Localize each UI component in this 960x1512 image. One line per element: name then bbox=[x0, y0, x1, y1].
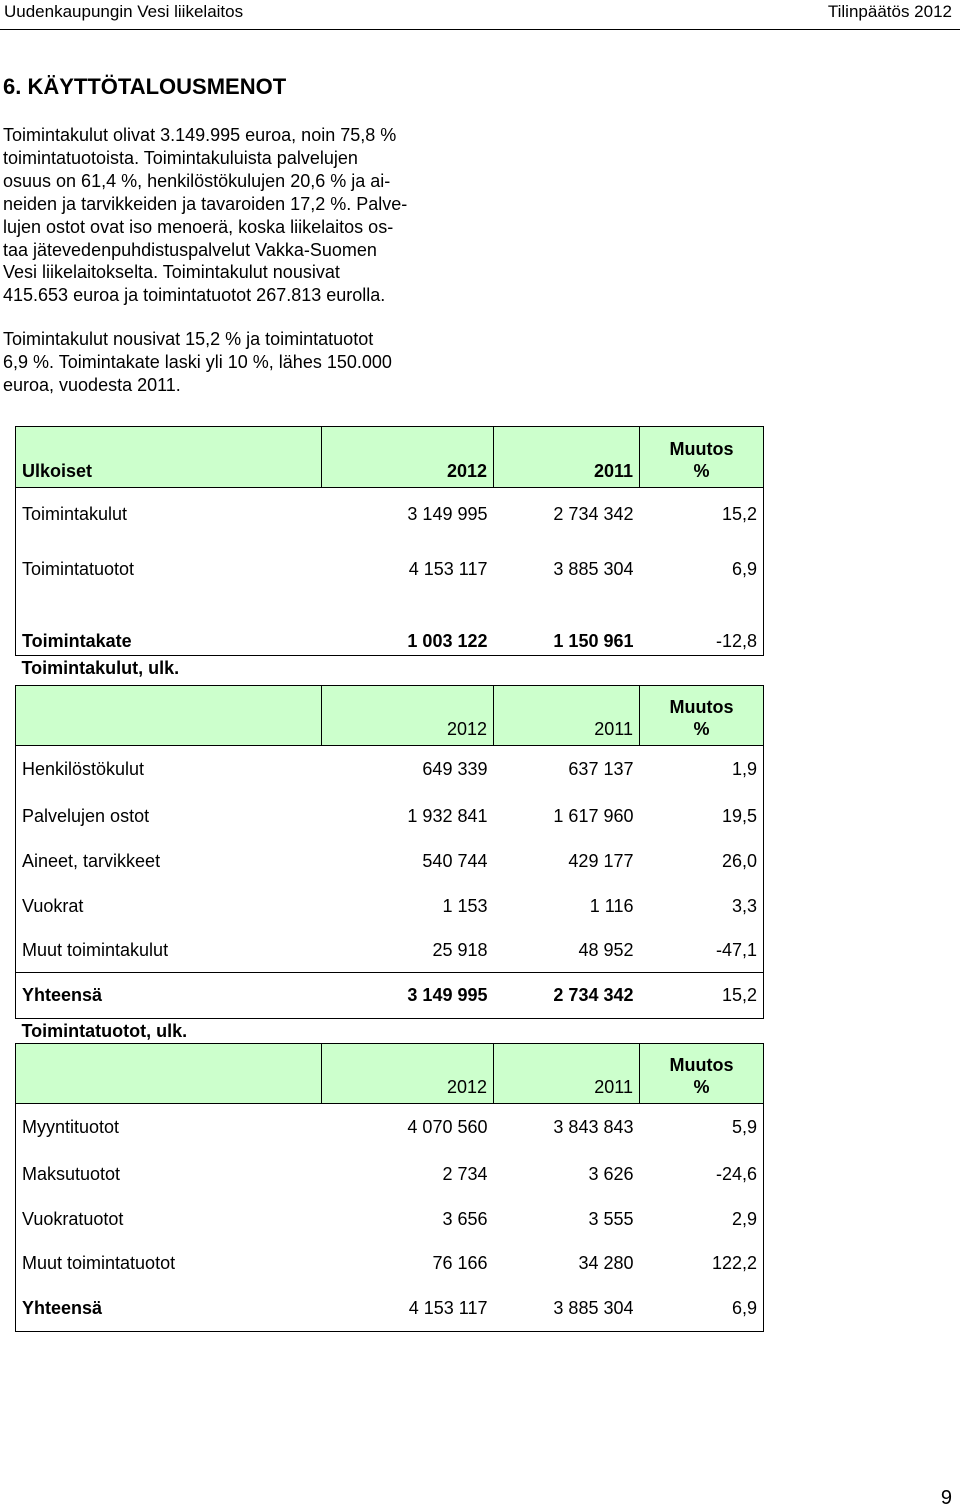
value-change: -47,1 bbox=[640, 929, 764, 973]
table-row bbox=[16, 839, 764, 884]
value-2012: 1 003 122 bbox=[407, 631, 488, 651]
value-2012: 3 656 bbox=[442, 1208, 488, 1229]
value-2012: 3 149 995 bbox=[407, 504, 488, 525]
row-label: Vuokratuotot bbox=[16, 1197, 322, 1242]
text-line: osuus on 61,4 %, henkilöstökulujen 20,6 % ja ai- bbox=[3, 170, 391, 191]
value-2011: 3 885 304 bbox=[553, 559, 634, 579]
value-change: 26,0 bbox=[640, 839, 764, 884]
value-2012: 25 918 bbox=[432, 939, 488, 960]
header-change: Muutos % bbox=[640, 1044, 764, 1104]
header-year-2011: 2011 bbox=[494, 1044, 640, 1104]
value-2011: 2 734 342 bbox=[553, 504, 634, 525]
intro-paragraph bbox=[3, 124, 407, 307]
value-2011: 48 952 bbox=[578, 939, 634, 960]
value-2012: 1 932 841 bbox=[407, 805, 488, 826]
row-label: Yhteensä bbox=[16, 1286, 322, 1332]
table-row bbox=[16, 929, 764, 973]
value-2012: 4 153 117 bbox=[322, 1286, 494, 1332]
text-line: Vesi liikelaitokselta. Toimintakulut nousivat bbox=[3, 262, 340, 283]
table-header-row bbox=[16, 1044, 764, 1104]
summary-paragraph bbox=[3, 328, 392, 397]
text-line: toimintatuotoista. Toimintakuluista palvelujen bbox=[3, 147, 358, 168]
table-row bbox=[16, 542, 764, 598]
next-table-title-row bbox=[16, 1019, 764, 1044]
header-label bbox=[16, 1044, 322, 1104]
operating-income-table bbox=[15, 1043, 764, 1332]
value-change: 6,9 bbox=[640, 542, 764, 598]
row-label: Muut toimintakulut bbox=[16, 929, 322, 973]
header-organization: Uudenkaupungin Vesi liikelaitos bbox=[4, 2, 244, 21]
row-label: Toimintakulut bbox=[16, 488, 322, 542]
value-2011: 3 843 843 bbox=[553, 1117, 634, 1138]
header-year-2011: 2011 bbox=[494, 686, 640, 746]
value-change: 3,3 bbox=[640, 884, 764, 929]
value-change: 2,9 bbox=[640, 1197, 764, 1242]
page-number: 9 bbox=[940, 1487, 952, 1509]
row-label: Vuokrat bbox=[16, 884, 322, 929]
value-change: 5,9 bbox=[640, 1104, 764, 1152]
table-row bbox=[16, 884, 764, 929]
text-line: 6,9 %. Toimintakate laski yli 10 %, lähes 150.000 bbox=[3, 351, 392, 372]
value-change: -24,6 bbox=[640, 1152, 764, 1197]
header-change: Muutos % bbox=[640, 686, 764, 746]
table-header-row bbox=[16, 427, 764, 488]
table-header-row bbox=[16, 686, 764, 746]
header-year-2011: 2011 bbox=[494, 427, 640, 488]
table-title: Toimintakulut, ulk. bbox=[16, 656, 764, 681]
value-2012: 3 149 995 bbox=[322, 973, 494, 1019]
value-2011: 1 617 960 bbox=[553, 805, 634, 826]
text-line: lujen ostot ovat iso menoerä, koska liikelaitos os- bbox=[3, 216, 394, 237]
value-2011: 3 555 bbox=[588, 1208, 634, 1229]
value-2012: 4 153 117 bbox=[408, 559, 488, 579]
section-title: 6. KÄYTTÖTALOUSMENOT bbox=[3, 74, 287, 99]
value-2011: 34 280 bbox=[578, 1253, 634, 1273]
text-line: Toimintakulut nousivat 15,2 % ja toimintatuotot bbox=[3, 329, 374, 349]
header-divider bbox=[0, 29, 960, 30]
header-year-2012: 2012 bbox=[322, 1044, 494, 1104]
row-label: Toimintatuotot bbox=[16, 542, 322, 598]
value-2012: 540 744 bbox=[422, 850, 488, 871]
text-line: 415.653 euroa ja toimintatuotot 267.813 eurolla. bbox=[3, 285, 386, 306]
row-label: Yhteensä bbox=[16, 973, 322, 1019]
header-year-2012: 2012 bbox=[322, 427, 494, 488]
value-2012: 1 153 bbox=[442, 895, 488, 916]
table-row bbox=[16, 1242, 764, 1286]
header-document-title: Tilinpäätös 2012 bbox=[827, 2, 952, 21]
text-line: taa jätevedenpuhdistuspalvelut Vakka-Suomen bbox=[3, 239, 377, 260]
row-label: Henkilöstökulut bbox=[16, 746, 322, 794]
header-label bbox=[16, 686, 322, 746]
value-2012: 76 166 bbox=[432, 1253, 488, 1273]
value-change: 1,9 bbox=[640, 746, 764, 794]
value-2011: 1 116 bbox=[589, 895, 634, 916]
value-2012: 4 070 560 bbox=[407, 1117, 488, 1138]
value-change: 19,5 bbox=[640, 794, 764, 839]
table-row bbox=[16, 794, 764, 839]
row-label: Myyntituotot bbox=[16, 1104, 322, 1152]
value-change: 6,9 bbox=[640, 1286, 764, 1332]
value-2011: 3 885 304 bbox=[494, 1286, 640, 1332]
header-change: Muutos % bbox=[640, 427, 764, 488]
header-year-2012: 2012 bbox=[322, 686, 494, 746]
table-row bbox=[16, 488, 764, 542]
row-label: Aineet, tarvikkeet bbox=[16, 839, 322, 884]
row-label: Toimintakate bbox=[16, 598, 322, 656]
value-2011: 1 150 961 bbox=[553, 631, 634, 651]
text-line: neiden ja tarvikkeiden ja tavaroiden 17,2 %. Palve- bbox=[3, 193, 408, 214]
table-title: Toimintatuotot, ulk. bbox=[16, 1019, 764, 1044]
value-2011: 429 177 bbox=[568, 850, 634, 871]
row-label: Maksutuotot bbox=[16, 1152, 322, 1197]
header-label: Ulkoiset bbox=[16, 427, 322, 488]
table-row bbox=[16, 1152, 764, 1197]
table-total-row bbox=[16, 598, 764, 656]
value-change: -12,8 bbox=[640, 598, 764, 656]
table-row bbox=[16, 1104, 764, 1152]
value-2012: 649 339 bbox=[422, 759, 488, 780]
value-2011: 2 734 342 bbox=[494, 973, 640, 1019]
table-row bbox=[16, 746, 764, 794]
external-summary-table bbox=[15, 426, 764, 681]
table-total-row bbox=[16, 973, 764, 1019]
value-2012: 2 734 bbox=[442, 1163, 488, 1184]
table-row bbox=[16, 1197, 764, 1242]
value-change: 15,2 bbox=[640, 488, 764, 542]
table-total-row bbox=[16, 1286, 764, 1332]
value-2011: 637 137 bbox=[568, 759, 634, 780]
text-line: euroa, vuodesta 2011. bbox=[3, 374, 181, 395]
next-table-title-row bbox=[16, 656, 764, 681]
value-2011: 3 626 bbox=[588, 1163, 634, 1184]
text-line: Toimintakulut olivat 3.149.995 euroa, noin 75,8 % bbox=[3, 125, 397, 145]
page-header bbox=[0, 0, 960, 30]
row-label: Palvelujen ostot bbox=[16, 794, 322, 839]
value-change: 122,2 bbox=[640, 1242, 764, 1286]
value-change: 15,2 bbox=[640, 973, 764, 1019]
row-label: Muut toimintatuotot bbox=[16, 1242, 322, 1286]
operating-expenses-table bbox=[15, 685, 764, 1044]
